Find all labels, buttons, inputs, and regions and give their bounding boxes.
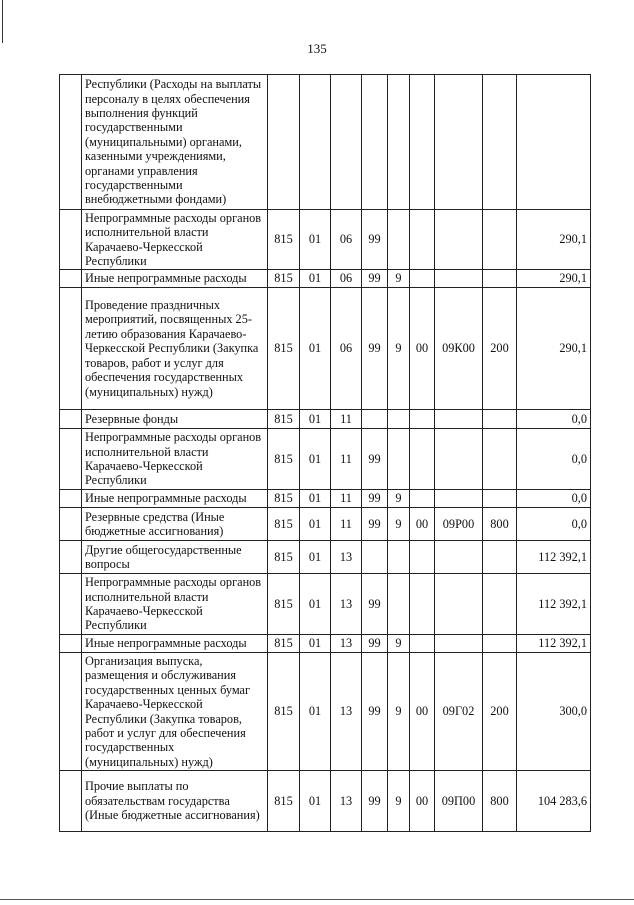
subsection-code-cell: 13 <box>331 771 362 832</box>
ministry-code-cell: 815 <box>268 541 300 574</box>
program-code-cell: 99 <box>362 490 388 508</box>
expense-type-cell <box>483 270 517 288</box>
section-code-cell <box>300 75 331 210</box>
row-marker-cell <box>60 508 82 541</box>
program-code-cell <box>362 541 388 574</box>
expense-name-cell: Иные непрограммные расходы <box>82 270 268 288</box>
section-code-cell: 01 <box>300 410 331 429</box>
amount-cell: 290,1 <box>517 288 591 410</box>
direction-code-cell <box>435 429 483 490</box>
table-row <box>60 508 591 541</box>
subsection-code-cell: 06 <box>331 270 362 288</box>
ministry-code-cell: 815 <box>268 270 300 288</box>
program-code-cell: 99 <box>362 653 388 771</box>
amount-cell: 300,0 <box>517 653 591 771</box>
row-marker-cell <box>60 270 82 288</box>
direction-code-cell: 09П00 <box>435 771 483 832</box>
table-row <box>60 635 591 653</box>
subprogram-code-cell <box>388 75 410 210</box>
subsection-code-cell: 13 <box>331 574 362 635</box>
direction-code-cell: 09Р00 <box>435 508 483 541</box>
ministry-code-cell <box>268 75 300 210</box>
amount-cell: 0,0 <box>517 410 591 429</box>
table-row <box>60 429 591 490</box>
direction-code-cell: 09К00 <box>435 288 483 410</box>
program-code-cell: 99 <box>362 429 388 490</box>
amount-cell: 290,1 <box>517 210 591 270</box>
table-row <box>60 574 591 635</box>
program-code-cell <box>362 75 388 210</box>
program-code-cell: 99 <box>362 574 388 635</box>
amount-cell: 112 392,1 <box>517 541 591 574</box>
expense-type-cell <box>483 410 517 429</box>
expense-name-cell: Иные непрограммные расходы <box>82 490 268 508</box>
event-code-cell <box>410 75 435 210</box>
amount-cell <box>517 75 591 210</box>
subsection-code-cell: 11 <box>331 508 362 541</box>
program-code-cell: 99 <box>362 288 388 410</box>
amount-cell: 290,1 <box>517 270 591 288</box>
table-row <box>60 288 591 410</box>
direction-code-cell <box>435 490 483 508</box>
subprogram-code-cell: 9 <box>388 270 410 288</box>
amount-cell: 112 392,1 <box>517 574 591 635</box>
subsection-code-cell: 13 <box>331 541 362 574</box>
program-code-cell: 99 <box>362 771 388 832</box>
ministry-code-cell: 815 <box>268 574 300 635</box>
row-marker-cell <box>60 574 82 635</box>
section-code-cell: 01 <box>300 508 331 541</box>
table-row <box>60 75 591 210</box>
ministry-code-cell: 815 <box>268 429 300 490</box>
section-code-cell: 01 <box>300 270 331 288</box>
subprogram-code-cell: 9 <box>388 490 410 508</box>
program-code-cell: 99 <box>362 270 388 288</box>
row-marker-cell <box>60 75 82 210</box>
expense-name-cell: Иные непрограммные расходы <box>82 635 268 653</box>
subsection-code-cell: 11 <box>331 410 362 429</box>
budget-table-body <box>60 75 591 832</box>
amount-cell: 104 283,6 <box>517 771 591 832</box>
table-row <box>60 771 591 832</box>
subprogram-code-cell <box>388 210 410 270</box>
direction-code-cell <box>435 574 483 635</box>
amount-cell: 0,0 <box>517 508 591 541</box>
section-code-cell: 01 <box>300 635 331 653</box>
table-row <box>60 210 591 270</box>
amount-cell: 0,0 <box>517 429 591 490</box>
expense-type-cell: 200 <box>483 653 517 771</box>
table-row <box>60 410 591 429</box>
expense-type-cell <box>483 574 517 635</box>
event-code-cell: 00 <box>410 288 435 410</box>
section-code-cell: 01 <box>300 288 331 410</box>
direction-code-cell <box>435 270 483 288</box>
section-code-cell: 01 <box>300 490 331 508</box>
direction-code-cell <box>435 635 483 653</box>
expense-type-cell <box>483 429 517 490</box>
direction-code-cell <box>435 541 483 574</box>
expense-name-cell: Резервные фонды <box>82 410 268 429</box>
expense-name-cell: Резервные средства (Иные бюджетные ассигнования) <box>82 508 268 541</box>
expense-name-cell: Республики (Расходы на выплаты персоналу в целях обеспечения выполнения функций государственными (муниципальными) органами, казенными учреждениями, органами управления государственными внебюджетными фондами) <box>82 75 268 210</box>
subprogram-code-cell <box>388 574 410 635</box>
expense-name-cell: Непрограммные расходы органов исполнительной власти Карачаево-Черкесской Республики <box>82 574 268 635</box>
expense-type-cell <box>483 490 517 508</box>
expense-type-cell: 200 <box>483 288 517 410</box>
subsection-code-cell: 06 <box>331 288 362 410</box>
ministry-code-cell: 815 <box>268 771 300 832</box>
row-marker-cell <box>60 288 82 410</box>
expense-type-cell <box>483 541 517 574</box>
section-code-cell: 01 <box>300 429 331 490</box>
subsection-code-cell: 13 <box>331 653 362 771</box>
expense-name-cell: Организация выпуска, размещения и обслуживания государственных ценных бумаг Карачаево-Черкесской Республики (Закупка товаров, работ и услуг для обеспечения государственных (муниципальных) нужд) <box>82 653 268 771</box>
row-marker-cell <box>60 429 82 490</box>
event-code-cell <box>410 541 435 574</box>
subprogram-code-cell: 9 <box>388 635 410 653</box>
expense-type-cell <box>483 635 517 653</box>
event-code-cell <box>410 574 435 635</box>
event-code-cell <box>410 210 435 270</box>
event-code-cell: 00 <box>410 508 435 541</box>
program-code-cell: 99 <box>362 210 388 270</box>
event-code-cell <box>410 270 435 288</box>
subprogram-code-cell: 9 <box>388 508 410 541</box>
program-code-cell: 99 <box>362 508 388 541</box>
section-code-cell: 01 <box>300 541 331 574</box>
event-code-cell <box>410 429 435 490</box>
subsection-code-cell: 06 <box>331 210 362 270</box>
subprogram-code-cell: 9 <box>388 288 410 410</box>
expense-name-cell: Непрограммные расходы органов исполнительной власти Карачаево-Черкесской Республики <box>82 429 268 490</box>
subsection-code-cell: 13 <box>331 635 362 653</box>
section-code-cell: 01 <box>300 771 331 832</box>
subprogram-code-cell <box>388 410 410 429</box>
event-code-cell: 00 <box>410 653 435 771</box>
subsection-code-cell: 11 <box>331 490 362 508</box>
event-code-cell <box>410 490 435 508</box>
subprogram-code-cell: 9 <box>388 771 410 832</box>
section-code-cell: 01 <box>300 574 331 635</box>
ministry-code-cell: 815 <box>268 508 300 541</box>
table-row <box>60 270 591 288</box>
event-code-cell: 00 <box>410 771 435 832</box>
row-marker-cell <box>60 771 82 832</box>
expense-type-cell: 800 <box>483 771 517 832</box>
bottom-margin-rule <box>0 899 634 900</box>
program-code-cell: 99 <box>362 635 388 653</box>
expense-type-cell <box>483 210 517 270</box>
left-margin-rule <box>2 0 3 43</box>
direction-code-cell: 09Г02 <box>435 653 483 771</box>
expense-type-cell <box>483 75 517 210</box>
direction-code-cell <box>435 210 483 270</box>
event-code-cell <box>410 410 435 429</box>
budget-table <box>59 74 591 832</box>
row-marker-cell <box>60 541 82 574</box>
ministry-code-cell: 815 <box>268 490 300 508</box>
event-code-cell <box>410 635 435 653</box>
ministry-code-cell: 815 <box>268 410 300 429</box>
direction-code-cell <box>435 410 483 429</box>
row-marker-cell <box>60 490 82 508</box>
direction-code-cell <box>435 75 483 210</box>
section-code-cell: 01 <box>300 210 331 270</box>
expense-name-cell: Прочие выплаты по обязательствам государства (Иные бюджетные ассигнования) <box>82 771 268 832</box>
ministry-code-cell: 815 <box>268 653 300 771</box>
subsection-code-cell <box>331 75 362 210</box>
amount-cell: 0,0 <box>517 490 591 508</box>
expense-name-cell: Другие общегосударственные вопросы <box>82 541 268 574</box>
row-marker-cell <box>60 210 82 270</box>
subprogram-code-cell <box>388 541 410 574</box>
page-number: 135 <box>307 41 327 56</box>
expense-name-cell: Проведение праздничных мероприятий, посвященных 25-летию образования Карачаево-Черкесской Республики (Закупка товаров, работ и услуг для обеспечения государственных (муниципальных) нужд) <box>82 288 268 410</box>
subprogram-code-cell <box>388 429 410 490</box>
subsection-code-cell: 11 <box>331 429 362 490</box>
ministry-code-cell: 815 <box>268 635 300 653</box>
program-code-cell <box>362 410 388 429</box>
table-row <box>60 541 591 574</box>
ministry-code-cell: 815 <box>268 288 300 410</box>
row-marker-cell <box>60 635 82 653</box>
subprogram-code-cell: 9 <box>388 653 410 771</box>
row-marker-cell <box>60 653 82 771</box>
amount-cell: 112 392,1 <box>517 635 591 653</box>
section-code-cell: 01 <box>300 653 331 771</box>
ministry-code-cell: 815 <box>268 210 300 270</box>
expense-name-cell: Непрограммные расходы органов исполнительной власти Карачаево-Черкесской Республики <box>82 210 268 270</box>
row-marker-cell <box>60 410 82 429</box>
table-row <box>60 490 591 508</box>
expense-type-cell: 800 <box>483 508 517 541</box>
table-row <box>60 653 591 771</box>
